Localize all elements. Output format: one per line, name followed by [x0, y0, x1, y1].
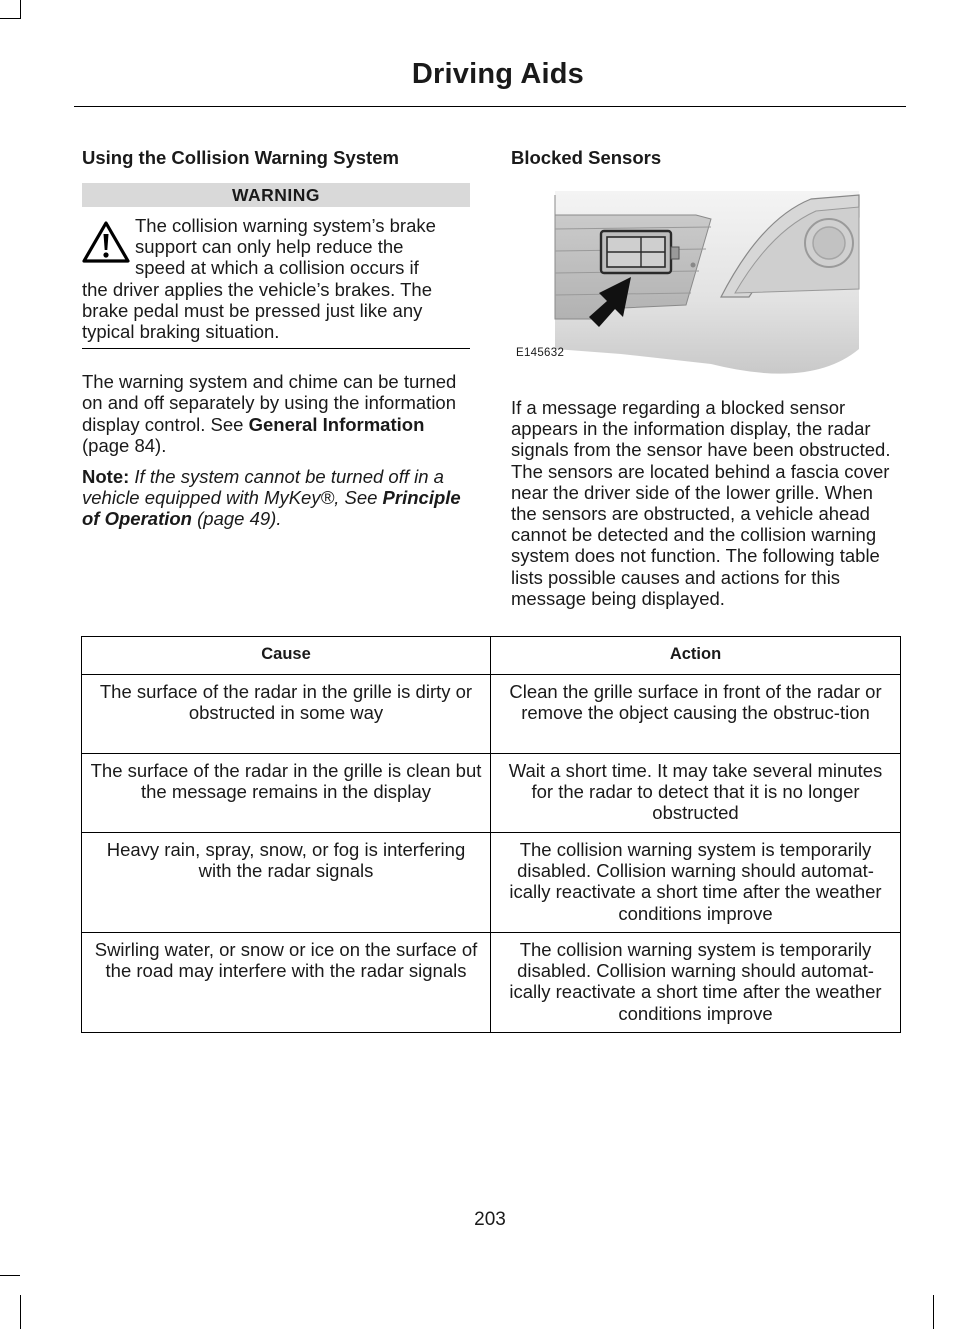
warning-divider	[82, 348, 470, 349]
action-cell: Clean the grille surface in front of the radar or remove the object causing the obstruc-tion	[491, 675, 901, 754]
paragraph-text: The warning system and chime can be turned on and off separately by using the information display control. See	[82, 371, 457, 435]
page-title: Driving Aids	[411, 58, 584, 90]
page-reference: (page 49).	[191, 508, 282, 530]
table-row	[82, 833, 901, 933]
cross-reference-link[interactable]: General Information	[248, 413, 425, 435]
note-label: Note:	[82, 466, 130, 488]
page-reference: (page 84).	[82, 434, 167, 456]
cause-cell: The surface of the radar in the grille is dirty or obstructed in some way	[82, 675, 491, 754]
crop-mark	[20, 1295, 21, 1329]
paragraph-chime	[82, 371, 470, 456]
warning-line: support can only help reduce the	[135, 236, 404, 258]
table-row	[82, 675, 901, 754]
warning-line: brake pedal must be pressed just like any	[82, 299, 423, 321]
section-heading-collision: Using the Collision Warning System	[82, 147, 399, 168]
paragraph-blocked-sensors: If a message regarding a blocked sensor appears in the information display, the radar signals from the sensor have been obstructed. The sensors are located behind a fascia cover near the driver side of the lower grille. When the sensors are obstructed, a vehicle ahead cannot be detected and the collision warning system does not function. The following table lists possible causes and actions for this message being displayed.	[511, 397, 891, 609]
sensor-illustration	[511, 189, 901, 389]
action-cell: The collision warning system is temporarily disabled. Collision warning should automat-ically reactivate a short time after the weather conditions improve	[491, 833, 901, 933]
crop-mark	[0, 1275, 20, 1276]
cause-cell: Heavy rain, spray, snow, or fog is interfering with the radar signals	[82, 833, 491, 933]
section-heading-blocked-sensors: Blocked Sensors	[511, 147, 662, 168]
column-header-cause: Cause	[82, 637, 491, 675]
table-row	[82, 754, 901, 833]
warning-line: speed at which a collision occurs if	[135, 257, 419, 279]
figure-code: E145632	[516, 347, 565, 359]
crop-mark	[0, 18, 20, 19]
column-header-action: Action	[491, 637, 901, 675]
cause-action-table	[81, 636, 901, 1033]
page-number: 203	[474, 1209, 506, 1230]
note-text: If the system cannot be turned off in a vehicle equipped with MyKey®, See	[82, 466, 444, 509]
cause-cell: The surface of the radar in the grille is clean but the message remains in the display	[82, 754, 491, 833]
right-column	[511, 147, 901, 609]
table-row	[82, 933, 901, 1033]
bumper-sensor-illustration	[511, 189, 901, 389]
warning-label: WARNING	[82, 183, 470, 207]
warning-line: The collision warning system’s brake	[135, 215, 436, 236]
warning-line: typical braking situation.	[82, 321, 280, 343]
cause-cell: Swirling water, or snow or ice on the surface of the road may interfere with the radar signals	[82, 933, 491, 1033]
left-column	[82, 147, 470, 530]
warning-block	[82, 215, 470, 342]
crop-mark	[20, 0, 21, 19]
note-paragraph	[82, 466, 470, 530]
header-divider	[74, 106, 906, 107]
action-cell: Wait a short time. It may take several minutes for the radar to detect that it is no longer obstructed	[491, 754, 901, 833]
warning-line: the driver applies the vehicle’s brakes. The	[82, 278, 432, 300]
warning-triangle-icon	[82, 221, 130, 263]
crop-mark	[933, 1295, 934, 1329]
cross-reference-link[interactable]: Principle of Operation	[82, 487, 461, 530]
table-header-row	[82, 637, 901, 675]
action-cell: The collision warning system is temporarily disabled. Collision warning should automat-ically reactivate a short time after the weather conditions improve	[491, 933, 901, 1033]
